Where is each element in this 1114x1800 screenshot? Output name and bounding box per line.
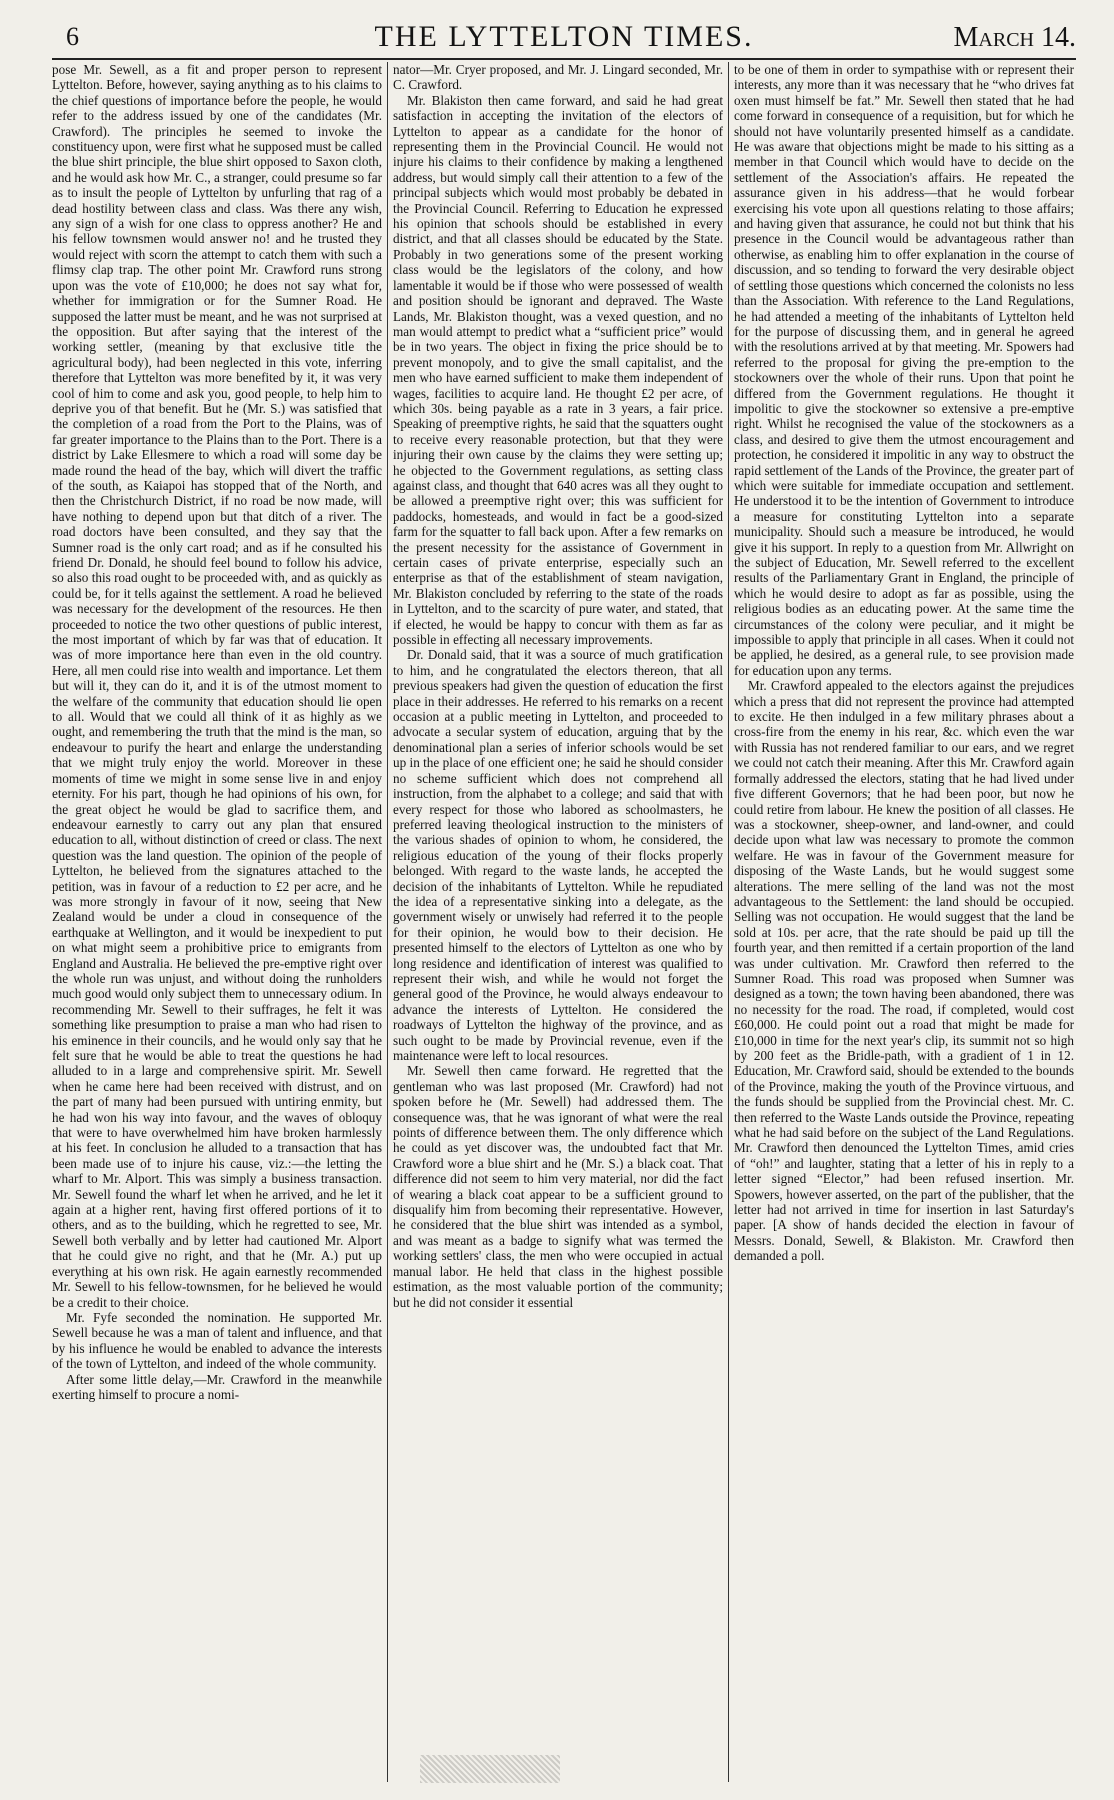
page-header — [52, 18, 1076, 52]
column-1 — [52, 62, 382, 1786]
paragraph: Mr. Blakiston then came forward, and said he had great satisfaction in accepting the invitation of the electors of Lyttelton to appear as a candidate for the honor of representing them in the Provincial Council. He would not injure his claims to their confidence by making a lengthened address, but would simply call their attention to a few of the principal subjects which would most probably be debated in the Provincial Council. Referring to Education he expressed his opinion that schools should be established in every district, and that all classes should be educated by the State. Probably in two generations some of the present working class would be the legislators of the colony, and how lamentable it would be if those who were possessed of wealth and position should be ignorant and depraved. The Waste Lands, Mr. Blakiston thought, was a vexed question, and no man would attempt to predict what a “sufficient price” would be in two years. The object in fixing the price should be to prevent monopoly, and to give the small capitalist, and the men who have earned sufficient to make them independent of wages, facilities to acquire land. He thought £2 per acre, of which 30s. being payable as a rate in 3 years, a fair price. Speaking of preemptive rights, he said that the squatters ought to receive every reasonable protection, but that they were injuring their own cause by the claims they were setting up; he objected to the Government regulations, as setting class against class, and thought that 640 acres was all they ought to be allowed a preemptive right over; this was sufficient for paddocks, homesteads, and would in fact be a good-sized farm for the squatter to fall back upon. After a few remarks on the present necessity for the assistance of Government in certain cases of private enterprise, especially such an enterprise as that of the establishment of steam navigation, Mr. Blakiston concluded by referring to the state of the roads in Lyttelton, and to the scarcity of pure water, and stated, that if elected, he would be happy to concur with them as far as possible in effecting all necessary improvements. — [393, 92, 723, 648]
column-divider — [728, 62, 729, 1782]
paragraph: nator—Mr. Cryer proposed, and Mr. J. Lingard seconded, Mr. C. Crawford. — [393, 62, 723, 93]
paragraph: After some little delay,—Mr. Crawford in the meanwhile exerting himself to procure a nomi- — [52, 1371, 382, 1402]
header-rule — [52, 58, 1076, 60]
page-number: 6 — [66, 22, 79, 51]
newspaper-title: THE LYTTELTON TIMES. — [374, 20, 754, 53]
paragraph: Mr. Crawford appealed to the electors against the prejudices which a press that did not represent the province had attempted to excite. He then indulged in a few military phrases about a cross-fire from the enemy in his rear, &c. which even the war with Russia has not rendered familiar to our ears, and we regret we could not catch their meaning. After this Mr. Crawford again formally addressed the electors, stating that he had lived under five different Governors; that he had been poor, but now he could retire from labour. He knew the position of all classes. He was a stockowner, sheep-owner, and land-owner, and could decide upon what law was necessary to promote the common welfare. He was in favour of the Government measure for disposing of the Waste Lands, but he would suggest some alterations. The mere selling of the land was not the most advantageous to the Settlement: the land should be occupied. Selling was not occupation. He would suggest that the land be sold at 10s. per acre, that the rate should be paid up till the fourth year, and then remitted if a certain proportion of the land was under cultivation. Mr. Crawford then referred to the Sumner Road. This road was proposed when Sumner was designed as a town; the town having been abandoned, there was no necessity for the road. The road, if completed, would cost £60,000. He could point out a road that might be made for £10,000 in time for the next year's clip, its summit not so high by 200 feet as the Bridle-path, with a gradient of 1 in 12. Education, Mr. Crawford said, should be extended to the bounds of the Province, making the youth of the Province virtuous, and the funds should be supplied from the Provincial chest. Mr. C. then referred to the Waste Lands outside the Province, repeating what he had said before on the subject of the Land Regulations. Mr. Crawford then denounced the Lyttelton Times, amid cries of “oh!” and laughter, stating that a letter of his in reply to a letter signed “Elector,” had been refused insertion. Mr. Spowers, however asserted, on the part of the publisher, that the letter had not arrived in time for insertion in last Saturday's paper. [A show of hands decided the election in favour of Messrs. Donald, Sewell, & Blakiston. Mr. Crawford then demanded a poll. — [734, 678, 1074, 1264]
paragraph: pose Mr. Sewell, as a fit and proper person to represent Lyttelton. Before, however, saying anything as to his claims to the chief questions of importance before the people, he would refer to the address issued by one of the candidates (Mr. Crawford). The principles he seemed to invoke the constituency upon, were first what he supposed must be called the blue shirt principle, the blue shirt opposed to Saxon cloth, and he would ask how Mr. C., a stranger, could presume so far as to insult the people of Lyttelton by unfurling that rag of a dead hostility between class and class. Was there any wish, any sign of a wish for one class to oppress another? He and his fellow townsmen would answer no! and he trusted they would reject with scorn the attempt to catch them with such a flimsy clap trap. The other point Mr. Crawford runs strong upon was the vote of £10,000; he does not say what for, whether for immigration or for the Sumner Road. He supposed the latter must be meant, and he was not surprised at the opposition. But after saying that the interest of the working settler, (meaning by that exclusive title the agricultural body), had been neglected in this vote, inferring therefore that Lyttelton was more benefited by it, it was very cool of him to come and ask you, good people, to help him to deprive you of that benefit. But he (Mr. S.) was satisfied that the completion of a road from the Port to the Plains, was of far greater importance to the Plains than to the Port. There is a district by Lake Ellesmere to which a road will some day be made round the head of the bay, which will divert the traffic of the south, as Kaiapoi has stopped that of the North, and then the Christchurch District, if no road be now made, will have nothing to depend upon but that ditch of a river. The road doctors have been consulted, and they say that the Sumner road is the only cart road; and as if he consulted his friend Dr. Donald, he should feel bound to follow his advice, so also this road ought to be proceeded with, and as quickly as could be, for it tells against the settlement. A road he believed was necessary for the development of the resources. He then proceeded to notice the two other questions of public interest, the most important of which by far was that of education. It was of more importance here than even in the old country. Here, all men could rise into wealth and importance. Let them but will it, they can do it, and it is of the utmost moment to the welfare of the community that education should lie open to all. Would that we could all think of it as highly as we ought, and remembering the truth that the mind is the man, so endeavour to purify the heart and enlarge the understanding that we might truly enjoy the world. Moreover in these moments of time we might in some sense live in and enjoy eternity. For his part, though he had opinions of his own, for the great object he would be glad to sacrifice them, and endeavour earnestly to carry out any plan that ensured education to all, without distinction of creed or class. The next question was the land question. The opinion of the people of Lyttelton, he believed from the signatures attached to the petition, was in favour of a reduction to £2 per acre, and he was more strongly in favour of it now, seeing that New Zealand would be under a cloud in consequence of the earthquake at Wellington, and it would be inexpedient to put on what might seem a prohibitive price to emigrants from England and Australia. He believed the pre-emptive right over the whole run was unjust, and without doing the runholders much good would only subject them to unnecessary odium. In recommending Mr. Sewell to their suffrages, he felt it was something like presumption to praise a man who had risen to his eminence in their councils, and he would only say that he felt sure that he would be able to treat the questions he had alluded to in a large and comprehensive spirit. Mr. Sewell when he came here had been received with distrust, and on the part of many had been pursued with untiring enmity, but he had won his way into favour, and the waves of obloquy that were to have overwhelmed him have broken harmlessly at his feet. In conclusion he alluded to a transaction that has been made use of to injure his cause, viz.:—the letting the wharf to Mr. Alport. This was simply a business transaction. Mr. Sewell found the wharf let when he arrived, and he let it again at a higher rent, having first offered portions of it to others, and as to the building, which he regretted to see, Mr. Sewell both verbally and by letter had cautioned Mr. Alport that he could give no right, and that he (Mr. A.) put up everything at his own risk. He again earnestly recommended Mr. Sewell to his fellow-townsmen, for he believed he would be a credit to their choice. — [52, 62, 382, 1310]
column-2 — [393, 62, 723, 1786]
paragraph: Dr. Donald said, that it was a source of much gratification to him, and he congratulated the electors thereon, that all previous speakers had given the question of education the first place in their addresses. He referred to his remarks on a recent occasion at a public meeting in Lyttelton, and proceeded to advocate a secular system of education, arguing that by the denominational plan a series of inferior schools would be set up in the place of one efficient one; he said he should consider no scheme sufficient which does not comprehend all instruction, from the alphabet to a college; and said that with every respect for those who labored as schoolmasters, he preferred leaving theological instruction to the ministers of the various shades of opinion to whom, he considered, the religious education of the young of their flocks properly belonged. With regard to the waste lands, he accepted the decision of the inhabitants of Lyttelton. While he repudiated the idea of a representative sinking into a delegate, as the government wisely or unwisely had referred it to the people for their opinion, he would bow to their decision. He presented himself to the electors of Lyttelton as one who by long residence and identification of interest was qualified to represent their wish, and while he would not forget the general good of the Province, he would always endeavour to advance the interests of Lyttelton. He considered the roadways of Lyttelton the highway of the province, and as such ought to be made by Provincial revenue, even if the maintenance were left to local resources. — [393, 647, 723, 1063]
column-divider — [387, 62, 388, 1782]
column-3 — [734, 62, 1074, 1786]
issue-date: March 14. — [953, 22, 1076, 53]
paragraph: Mr. Sewell then came forward. He regretted that the gentleman who was last proposed (Mr. Crawford) had not spoken before he (Mr. Sewell) had addressed them. The consequence was, that he was ignorant of what were the real points of difference between them. The only difference which he could as yet discover was, the undoubted fact that Mr. Crawford wore a blue shirt and he (Mr. S.) a black coat. That difference did not seem to him very material, nor did the fact of wearing a black coat appear to be a sufficient ground to disqualify him from becoming their representative. However, he considered that the blue shirt was intended as a symbol, and was meant as a badge to signify what was termed the working settlers' class, the men who were occupied in actual manual labor. He held that class in the highest possible estimation, as the most valuable portion of the community; but he did not consider it essential — [393, 1063, 723, 1310]
paragraph: to be one of them in order to sympathise with or represent their interests, any more than it was necessary that he “who drives fat oxen must himself be fat.” Mr. Sewell then stated that he had come forward in consequence of a requisition, but for which he should not have voluntarily presented himself as a candidate. He was aware that objections might be made to his sitting as a member in that Council which would have to decide on the settlement of the Association's affairs. He repeated the assurance given in his address—that he would forbear exercising his vote upon all questions relating to those affairs; and having given that assurance, he could not but think that his presence in the Council would be advantageous rather than otherwise, as enabling him to offer explanation in the course of discussion, and so tending to forward the very desirable object of settling those questions which concerned the colonists no less than the Association. With reference to the Land Regulations, he had attended a meeting of the inhabitants of Lyttelton held for the purpose of discussing them, and in general he agreed with the resolutions arrived at by that meeting. Mr. Spowers had referred to the proposal for giving the pre-emption to the stockowners over the whole of their runs. Upon that point he differed from the Government regulations. He thought it impolitic to give the stockowner so extensive a pre-emptive right. Whilst he recognised the value of the stockowners as a class, and desired to give them the utmost encouragement and protection, he considered it impolitic in any way to obstruct the rapid settlement of the Lands of the Province, the greater part of which were suitable for immediate occupation and settlement. He understood it to be the intention of Government to introduce a measure for constituting Lyttelton into a separate municipality. Should such a measure be introduced, he would give it his support. In reply to a question from Mr. Allwright on the subject of Education, Mr. Sewell referred to the excellent results of the Parliamentary Grant in England, the principle of which he would desire to adopt as far as possible, using the religious bodies as an educating power. At the same time the circumstances of the colony were peculiar, and it might be impossible to apply that principle in all cases. When it could not be applied, he desired, as a general rule, to see provision made for education upon any terms. — [734, 62, 1074, 678]
paragraph: Mr. Fyfe seconded the nomination. He supported Mr. Sewell because he was a man of talent and influence, and that by his influence he would be enabled to advance the interests of the town of Lyttelton, and indeed of the whole community. — [52, 1309, 382, 1372]
